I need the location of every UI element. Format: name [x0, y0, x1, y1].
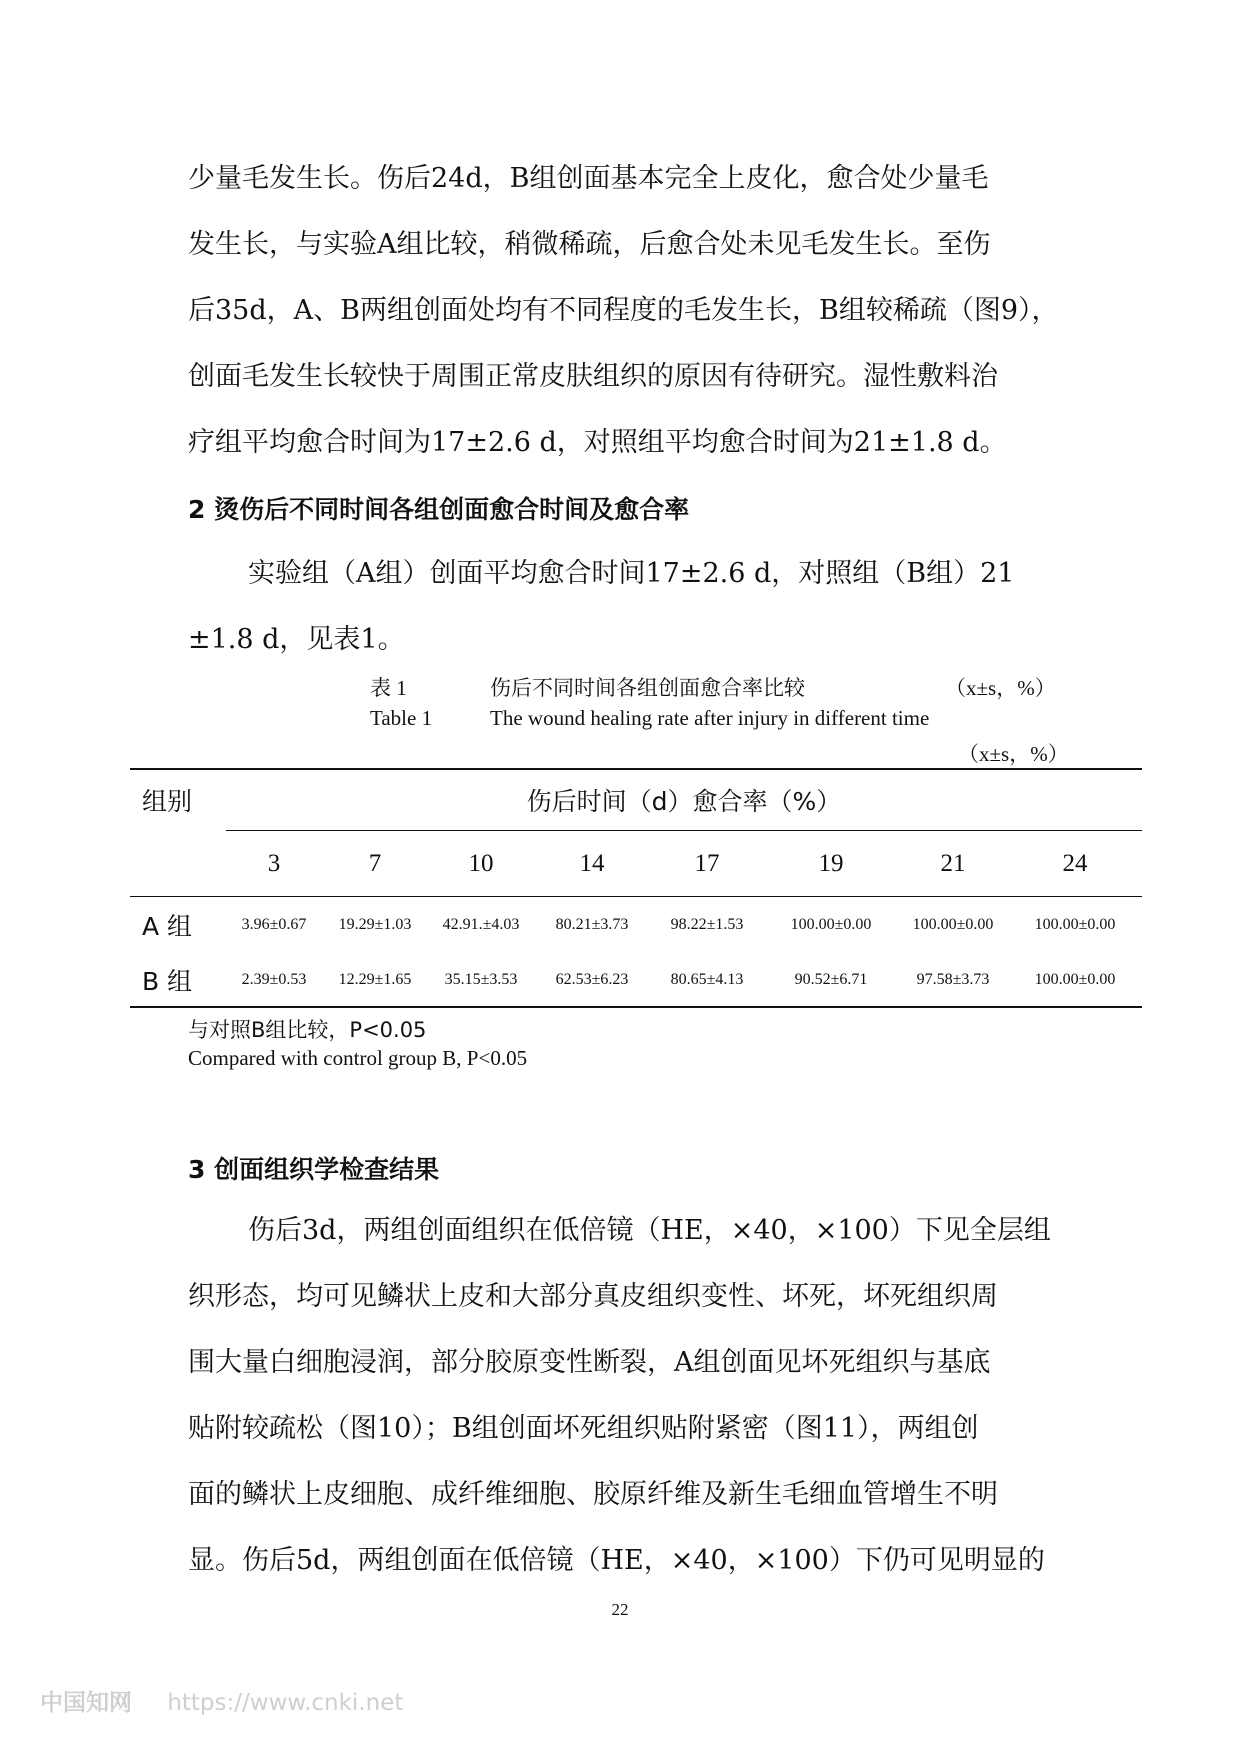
text-line: 疗组平均愈合时间为17±2.6 d，对照组平均愈合时间为21±1.8 d。 [188, 427, 1007, 458]
healing-rate-grid [130, 768, 1142, 1007]
table-caption-zh-label: 表 1 [370, 676, 407, 700]
text-line: ±1.8 d，见表1。 [188, 624, 405, 655]
header-day: 3 [267, 850, 281, 877]
table-cell: 100.00±0.00 [790, 916, 872, 933]
table-cell: 80.21±3.73 [555, 916, 629, 933]
table-caption-en-unit: （x±s，%） [958, 742, 1069, 766]
text-line: 织形态，均可见鳞状上皮和大部分真皮组织变性、坏死，坏死组织周 [188, 1281, 998, 1312]
text-line: 面的鳞状上皮细胞、成纤维细胞、胶原纤维及新生毛细血管增生不明 [188, 1479, 998, 1510]
header-day: 10 [468, 850, 494, 877]
table-cell: 98.22±1.53 [670, 916, 744, 933]
table-caption-zh-title: 伤后不同时间各组创面愈合率比较 [490, 676, 805, 700]
header-day: 7 [368, 850, 382, 877]
text-line: 后35d，A、B两组创面处均有不同程度的毛发生长，B组较稀疏（图9）， [188, 295, 1059, 326]
table-cell: 12.29±1.65 [338, 971, 412, 988]
header-group: 组别 [142, 786, 193, 816]
healing-rate-table [130, 768, 1142, 1008]
text-line: 创面毛发生长较快于周围正常皮肤组织的原因有待研究。湿性敷料治 [188, 361, 998, 392]
text-line: 伤后3d，两组创面组织在低倍镜（HE，×40，×100）下见全层组 [248, 1215, 1051, 1246]
text-line: 贴附较疏松（图10）；B组创面坏死组织贴附紧密（图11），两组创 [188, 1413, 979, 1444]
watermark-brand: 中国知网 [40, 1690, 132, 1716]
table-cell: 100.00±0.00 [912, 916, 994, 933]
table-cell: 19.29±1.03 [338, 916, 412, 933]
row-label: A 组 [142, 912, 193, 941]
table-cell: 80.65±4.13 [670, 971, 744, 988]
table-note-en: Compared with control group B, P<0.05 [188, 1046, 528, 1070]
header-day: 21 [940, 850, 966, 877]
row-label: B 组 [142, 967, 193, 996]
header-days-span: 伤后时间（d）愈合率（%） [526, 786, 842, 816]
table-cell: 3.96±0.67 [241, 916, 307, 933]
table-cell: 97.58±3.73 [916, 971, 990, 988]
paragraph-healing-time [188, 541, 1053, 673]
text-line: 围大量白细胞浸润，部分胶原变性断裂，A组创面见坏死组织与基底 [188, 1347, 991, 1378]
cnki-watermark [40, 1684, 403, 1717]
header-day: 19 [818, 850, 844, 877]
paragraph-hair-growth [188, 146, 1059, 476]
table-caption-zh-unit: （x±s，%） [945, 676, 1056, 700]
table-row-b [130, 953, 1142, 1007]
table-cell: 35.15±3.53 [444, 971, 518, 988]
page-number: 22 [611, 1600, 629, 1619]
text-line: 少量毛发生长。伤后24d，B组创面基本完全上皮化，愈合处少量毛 [188, 163, 989, 194]
text-line: 显。伤后5d，两组创面在低倍镜（HE，×40，×100）下仍可见明显的 [188, 1545, 1045, 1576]
section-3-heading: 3 创面组织学检查结果 [188, 1155, 440, 1184]
table-caption-en-label: Table 1 [370, 706, 433, 730]
header-empty-cell [130, 831, 226, 897]
table-cell: 100.00±0.00 [1034, 916, 1116, 933]
table-cell: 42.91.±4.03 [442, 916, 520, 933]
text-line: 实验组（A组）创面平均愈合时间17±2.6 d，对照组（B组）21 [248, 558, 1015, 589]
table-cell: 100.00±0.00 [1034, 971, 1116, 988]
text-line: 发生长，与实验A组比较，稍微稀疏，后愈合处未见毛发生长。至伤 [188, 229, 991, 260]
header-day: 17 [694, 850, 720, 877]
paragraph-histology [188, 1198, 1053, 1594]
header-day: 24 [1062, 850, 1088, 877]
table-cell: 90.52±6.71 [794, 971, 868, 988]
table-caption-en-title: The wound healing rate after injury in different time [490, 706, 930, 730]
section-2-heading: 2 烫伤后不同时间各组创面愈合时间及愈合率 [188, 495, 690, 524]
watermark-url: https://www.cnki.net [167, 1690, 404, 1716]
table-cell: 62.53±6.23 [555, 971, 629, 988]
header-day: 14 [579, 850, 605, 877]
table-row-a [130, 897, 1142, 953]
table-cell: 2.39±0.53 [241, 971, 307, 988]
table-note-zh: 与对照B组比较，P<0.05 [188, 1018, 427, 1042]
